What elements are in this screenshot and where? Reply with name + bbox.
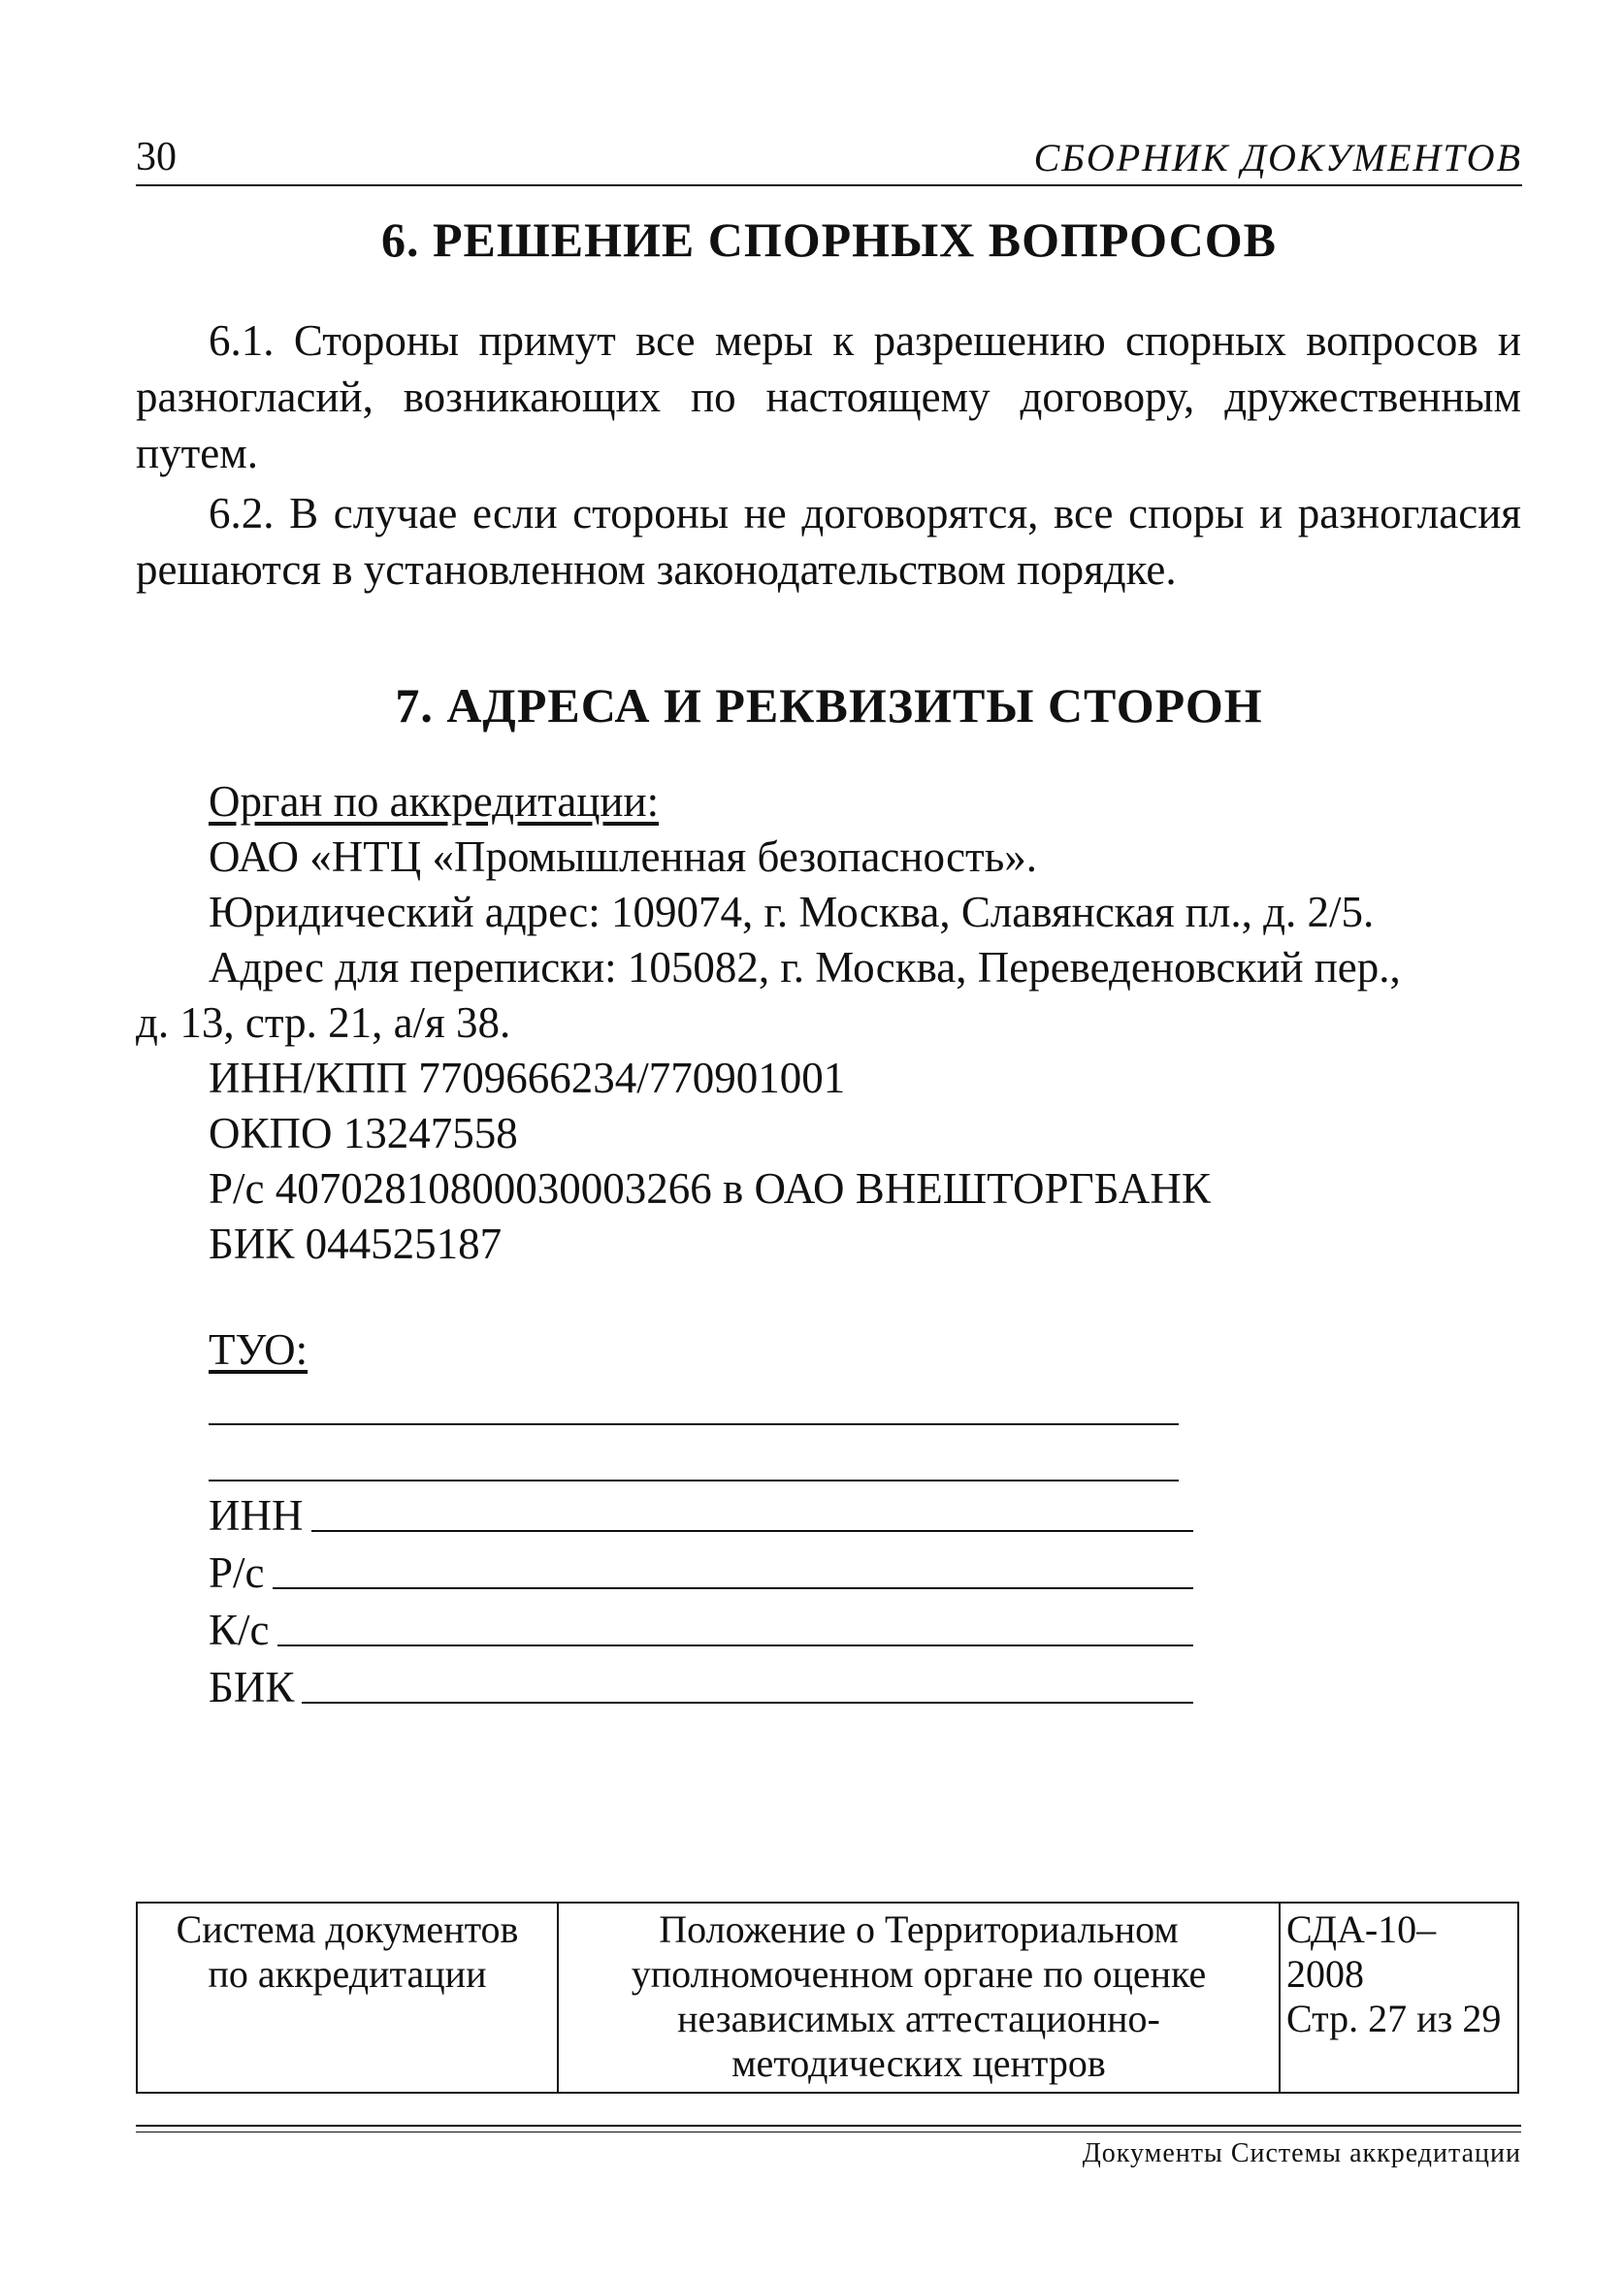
footer-title-cell	[558, 1903, 1280, 2093]
page-number: 30	[136, 135, 177, 179]
tuo-inn-row	[209, 1490, 1193, 1541]
tuo-ks-row	[209, 1605, 1193, 1655]
tuo-bik-row	[209, 1662, 1193, 1712]
legal-address: Юридический адрес: 109074, г. Москва, Славянская пл., д. 2/5.	[209, 888, 1375, 936]
org-heading: Орган по аккредитации:	[209, 777, 660, 826]
bottom-caption: Документы Системы аккредитации	[1082, 2138, 1521, 2168]
paragraph-6-2: 6.2. В случае если стороны не договорятся, все споры и разногласия решаются в установленном законодательством порядке.	[136, 489, 1521, 594]
document-footer-table	[136, 1902, 1519, 2094]
tuo-ks-label: К/с	[209, 1606, 270, 1654]
page-header	[136, 126, 1522, 186]
footer-page-info: Стр. 27 из 29	[1286, 1997, 1502, 2040]
footer-doc-code: СДА-10–2008	[1286, 1907, 1437, 1996]
footer-title-line4: методических центров	[731, 2041, 1106, 2085]
section-6-title: 6. РЕШЕНИЕ СПОРНЫХ ВОПРОСОВ	[380, 212, 1278, 267]
footer-code-cell	[1280, 1903, 1518, 2093]
tuo-ks-blank	[277, 1644, 1194, 1646]
footer-system-line1: Система документов	[176, 1907, 519, 1951]
tuo-rs-row	[209, 1547, 1193, 1598]
bank-account: Р/с 40702810800030003266 в ОАО ВНЕШТОРГБАНК	[209, 1164, 1211, 1213]
tuo-inn-blank	[311, 1530, 1194, 1532]
bik: БИК 044525187	[209, 1220, 503, 1268]
tuo-rs-blank	[273, 1587, 1193, 1589]
tuo-bik-label: БИК	[209, 1663, 295, 1711]
tuo-name-blank-line-1	[209, 1423, 1179, 1425]
footer-title-line2: уполномоченном органе по оценке	[631, 1952, 1207, 1996]
paragraph-6-1: 6.1. Стороны примут все меры к разрешению спорных вопросов и разногласий, возникающих по настоящему договору, дружественным путем.	[136, 316, 1521, 477]
mail-address-line1: Адрес для переписки: 105082, г. Москва, Переведеновский пер.,	[209, 943, 1401, 992]
inn-kpp: ИНН/КПП 7709666234/770901001	[209, 1054, 846, 1102]
footer-title-line1: Положение о Территориальном	[659, 1907, 1179, 1951]
org-name: ОАО «НТЦ «Промышленная безопасность».	[209, 832, 1037, 881]
tuo-name-blank-line-2	[209, 1480, 1179, 1481]
section-7-title: 7. АДРЕСА И РЕКВИЗИТЫ СТОРОН	[395, 678, 1263, 733]
okpo: ОКПО 13247558	[209, 1109, 518, 1157]
bottom-rule-thick	[136, 2125, 1521, 2127]
footer-title-line3: независимых аттестационно-	[677, 1997, 1160, 2040]
tuo-heading: ТУО:	[209, 1325, 309, 1374]
mail-address-line2: д. 13, стр. 21, а/я 38.	[136, 998, 511, 1047]
tuo-inn-label: ИНН	[209, 1491, 304, 1540]
footer-system-cell	[137, 1903, 558, 2093]
tuo-rs-label: Р/с	[209, 1548, 265, 1597]
running-title: СБОРНИК ДОКУМЕНТОВ	[1033, 136, 1522, 179]
footer-system-line2: по аккредитации	[208, 1952, 487, 1996]
tuo-bik-blank	[302, 1702, 1193, 1704]
